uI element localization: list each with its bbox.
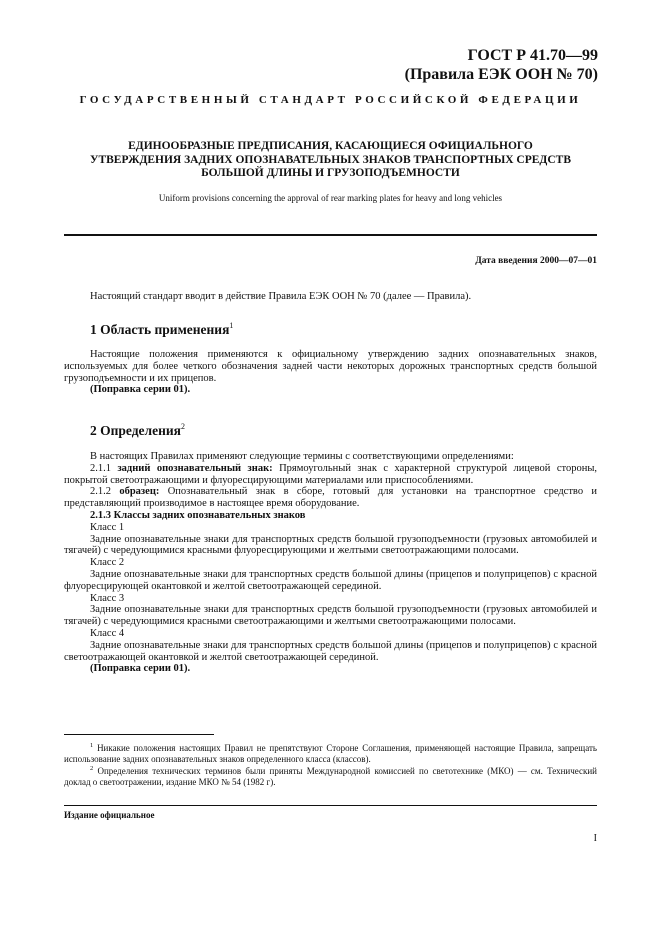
page-number: I <box>593 833 597 844</box>
intro-paragraph <box>64 291 597 303</box>
clause-number: 2.1.2 <box>90 486 111 498</box>
class-1-text: Задние опознавательные знаки для транспортных средств большой грузоподъемности (грузовых автомобилей и тягачей) с чередующимися красными флуоресцирующими и желтыми светоотражающими полосами. <box>64 533 597 557</box>
footnote-text: Никакие положения настоящих Правил не препятствуют Стороне Соглашения, применяющей настоящие Правила, запрещать использование задних опознавательных знаков определенного класса (классов). <box>64 743 597 764</box>
footnote-ref-1[interactable]: 1 <box>229 321 234 330</box>
bottom-divider <box>64 805 597 806</box>
section-1-text: Настоящие положения применяются к официальному утверждению задних опознавательных знаков, используемых для более четкого обозначения задней части некоторых дорожных транспортных средств большой грузоподъемности и их прицепов. <box>64 349 597 384</box>
footnote-text: Определения технических терминов были приняты Международной комиссией по светотехнике (МКО) — см. Технический доклад о светоотражении, издание МКО № 54 (1982 г). <box>64 766 597 787</box>
class-4-text: Задние опознавательные знаки для транспортных средств большой длины (прицепов и полуприцепов) с красной светоотражающей окантовкой и желтой светоотражающей серединой. <box>64 639 597 663</box>
title-divider <box>64 234 597 236</box>
class-3-text: Задние опознавательные знаки для транспортных средств большой грузоподъемности (грузовых автомобилей и тягачей) с чередующимися красными светоотражающими и желтыми светоотражающими полосами. <box>64 604 597 628</box>
definition-2-1-2 <box>64 486 597 510</box>
title-line: ЕДИНООБРАЗНЫЕ ПРЕДПИСАНИЯ, КАСАЮЩИЕСЯ ОФИЦИАЛЬНОГО <box>128 140 533 152</box>
clause-2-1-3-heading: 2.1.3 Классы задних опознавательных знаков <box>90 509 306 521</box>
document-title <box>70 140 591 181</box>
state-standard-banner: ГОСУДАРСТВЕННЫЙ СТАНДАРТ РОССИЙСКОЙ ФЕДЕРАЦИИ <box>79 94 582 106</box>
section-1-amendment: (Поправка серии 01). <box>90 384 191 396</box>
section-2-amendment: (Поправка серии 01). <box>90 663 191 675</box>
section-2-title: 2 Определения <box>90 423 181 438</box>
section-2-intro: В настоящих Правилах применяют следующие термины с соответствующими определениями: <box>90 451 514 462</box>
footnote-1 <box>64 741 597 764</box>
intro-text: Настоящий стандарт вводит в действие Правила ЕЭК ООН № 70 (далее — Правила). <box>90 291 472 302</box>
section-2-body <box>64 451 597 675</box>
rules-reference: (Правила ЕЭК ООН № 70) <box>404 66 598 83</box>
class-2-label: Класс 2 <box>90 557 125 569</box>
official-edition-label: Издание официальное <box>64 810 155 820</box>
footnote-2 <box>64 764 597 787</box>
defined-term: задний опознавательный знак: <box>117 462 273 474</box>
definition-text: Прямоугольный знак с характерной структурой лицевой стороны, покрытой светоотражающими и флуоресцирующими материалами или приспособлениями. <box>64 462 598 486</box>
footnote-ref-2[interactable]: 2 <box>180 422 185 431</box>
footnote-divider <box>64 734 214 735</box>
class-1-label: Класс 1 <box>90 521 125 533</box>
introduction-date: Дата введения 2000—07—01 <box>475 256 597 266</box>
class-3-label: Класс 3 <box>90 592 125 604</box>
section-2-heading <box>90 422 185 439</box>
clause-number: 2.1.1 <box>90 462 111 474</box>
section-1-title: 1 Область применения <box>90 322 230 337</box>
section-1-body <box>64 349 597 396</box>
english-subtitle: Uniform provisions concerning the approval of rear marking plates for heavy and long vehicles <box>158 193 503 203</box>
footnote-mark: 2 <box>90 765 94 773</box>
title-line: УТВЕРЖДЕНИЯ ЗАДНИХ ОПОЗНАВАТЕЛЬНЫХ ЗНАКОВ ТРАНСПОРТНЫХ СРЕДСТВ <box>90 153 571 166</box>
definition-2-1-1 <box>64 463 597 487</box>
section-1-heading <box>90 321 233 338</box>
defined-term: образец: <box>119 486 160 498</box>
document-header <box>405 46 598 84</box>
footnotes <box>64 741 597 787</box>
footnote-mark: 1 <box>90 742 94 749</box>
definition-text: Опознавательный знак в сборе, готовый для установки на транспортное средство и представляющий производимое в настоящее время оборудование. <box>64 486 598 510</box>
gost-number: ГОСТ Р 41.70—99 <box>467 47 598 64</box>
title-line: БОЛЬШОЙ ДЛИНЫ И ГРУЗОПОДЪЕМНОСТИ <box>201 167 460 179</box>
class-4-label: Класс 4 <box>90 627 125 639</box>
class-2-text: Задние опознавательные знаки для транспортных средств большой длины (прицепов и полуприцепов) с красной флуоресцирующей окантовкой и желтой светоотражающей серединой. <box>64 568 597 592</box>
